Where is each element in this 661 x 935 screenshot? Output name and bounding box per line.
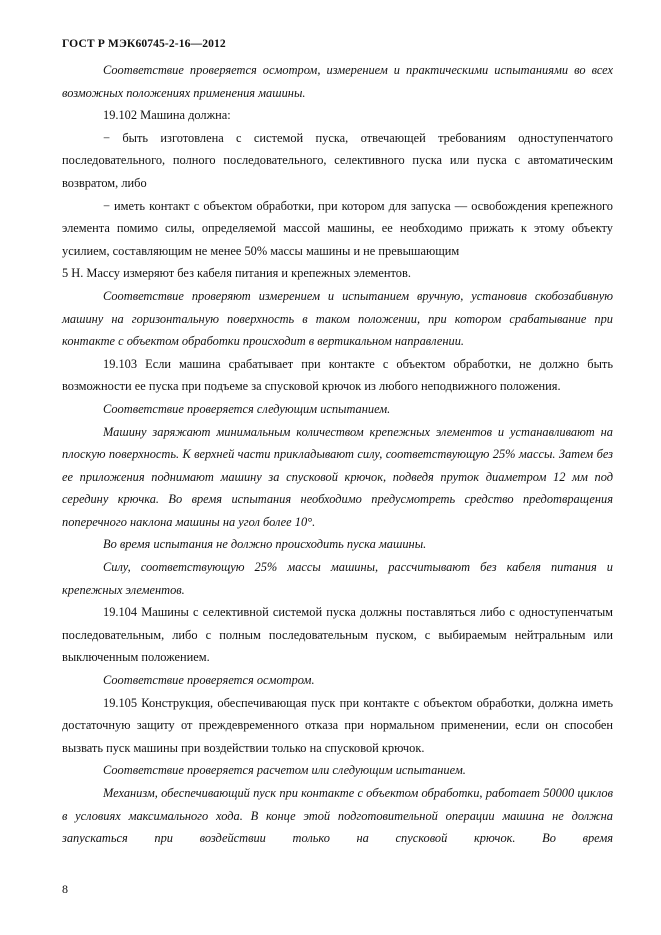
paragraph: Силу, соответствующую 25% массы машины, рассчитывают без кабеля питания и крепежных элементов.: [62, 560, 613, 597]
paragraph: Соответствие проверяется следующим испытанием.: [103, 401, 391, 416]
paragraph: Во время испытания не должно происходить пуска машины.: [103, 537, 427, 552]
document-body: [62, 59, 613, 850]
list-item: − быть изготовлена с системой пуска, отвечающей требованиям одноступенчатого последовательного, полного последовательного, селективного пуска или пуска с автоматическим возвратом, либо: [62, 130, 613, 190]
paragraph: 19.103 Если машина срабатывает при контакте с объектом обработки, не должно быть возможности ее пуска при подъеме за спусковой крючок из любого неподвижного положения.: [62, 356, 613, 394]
paragraph: 19.105 Конструкция, обеспечивающая пуск при контакте с объектом обработки, должна иметь достаточную защиту от преждевременного отказа при нормальном применении, если он способен вызвать пуск машины при воздействии только на спусковой крючок.: [62, 695, 613, 755]
page-number: 8: [62, 882, 68, 896]
paragraph: Соответствие проверяют измерением и испытанием вручную, установив скобозабивную машину на горизонтальную поверхность в таком положении, при котором срабатывание при контакте с объектом обработки происходит в вертикальном направлении.: [62, 288, 613, 349]
paragraph: 19.102 Машина должна:: [103, 108, 231, 123]
paragraph: Механизм, обеспечивающий пуск при контакте с объектом обработки, работает 50000 циклов в условиях максимального хода. В конце этой подготовительной операции машина не должна запускаться при воздействии только на спусковой крючок. Во время: [62, 786, 613, 846]
paragraph: Соответствие проверяется расчетом или следующим испытанием.: [103, 763, 466, 778]
list-item: − иметь контакт с объектом обработки, при котором для запуска — освобождения крепежного элемента помимо силы, определяемой массой машины, ее необходимо прижать к этому объекту усилием, составляющим не менее 50% массы машины и не превышающим: [62, 198, 613, 258]
paragraph: 5 Н. Массу измеряют без кабеля питания и крепежных элементов.: [62, 266, 411, 281]
paragraph: 19.104 Машины с селективной системой пуска должны поставляться либо с одноступенчатым последовательным, либо с полным последовательным пуском, с выбираемым нейтральным или выключенным положением.: [62, 605, 613, 665]
paragraph: Машину заряжают минимальным количеством крепежных элементов и устанавливают на плоскую поверхность. К верхней части прикладывают силу, соответствующую 25% массы. Затем без ее приложения поднимают машину за спусковой крючок, подведя пруток диаметром 12 мм под середину крючка. Во время испытания необходимо предусмотреть средство предотвращения поперечного наклона машины на угол более 10°.: [62, 424, 613, 529]
paragraph: Соответствие проверяется осмотром, измерением и практическими испытаниями во всех возможных положениях применения машины.: [62, 63, 613, 100]
paragraph: Соответствие проверяется осмотром.: [103, 673, 315, 688]
document-header: ГОСТ Р МЭК60745-2-16—2012: [62, 37, 226, 50]
